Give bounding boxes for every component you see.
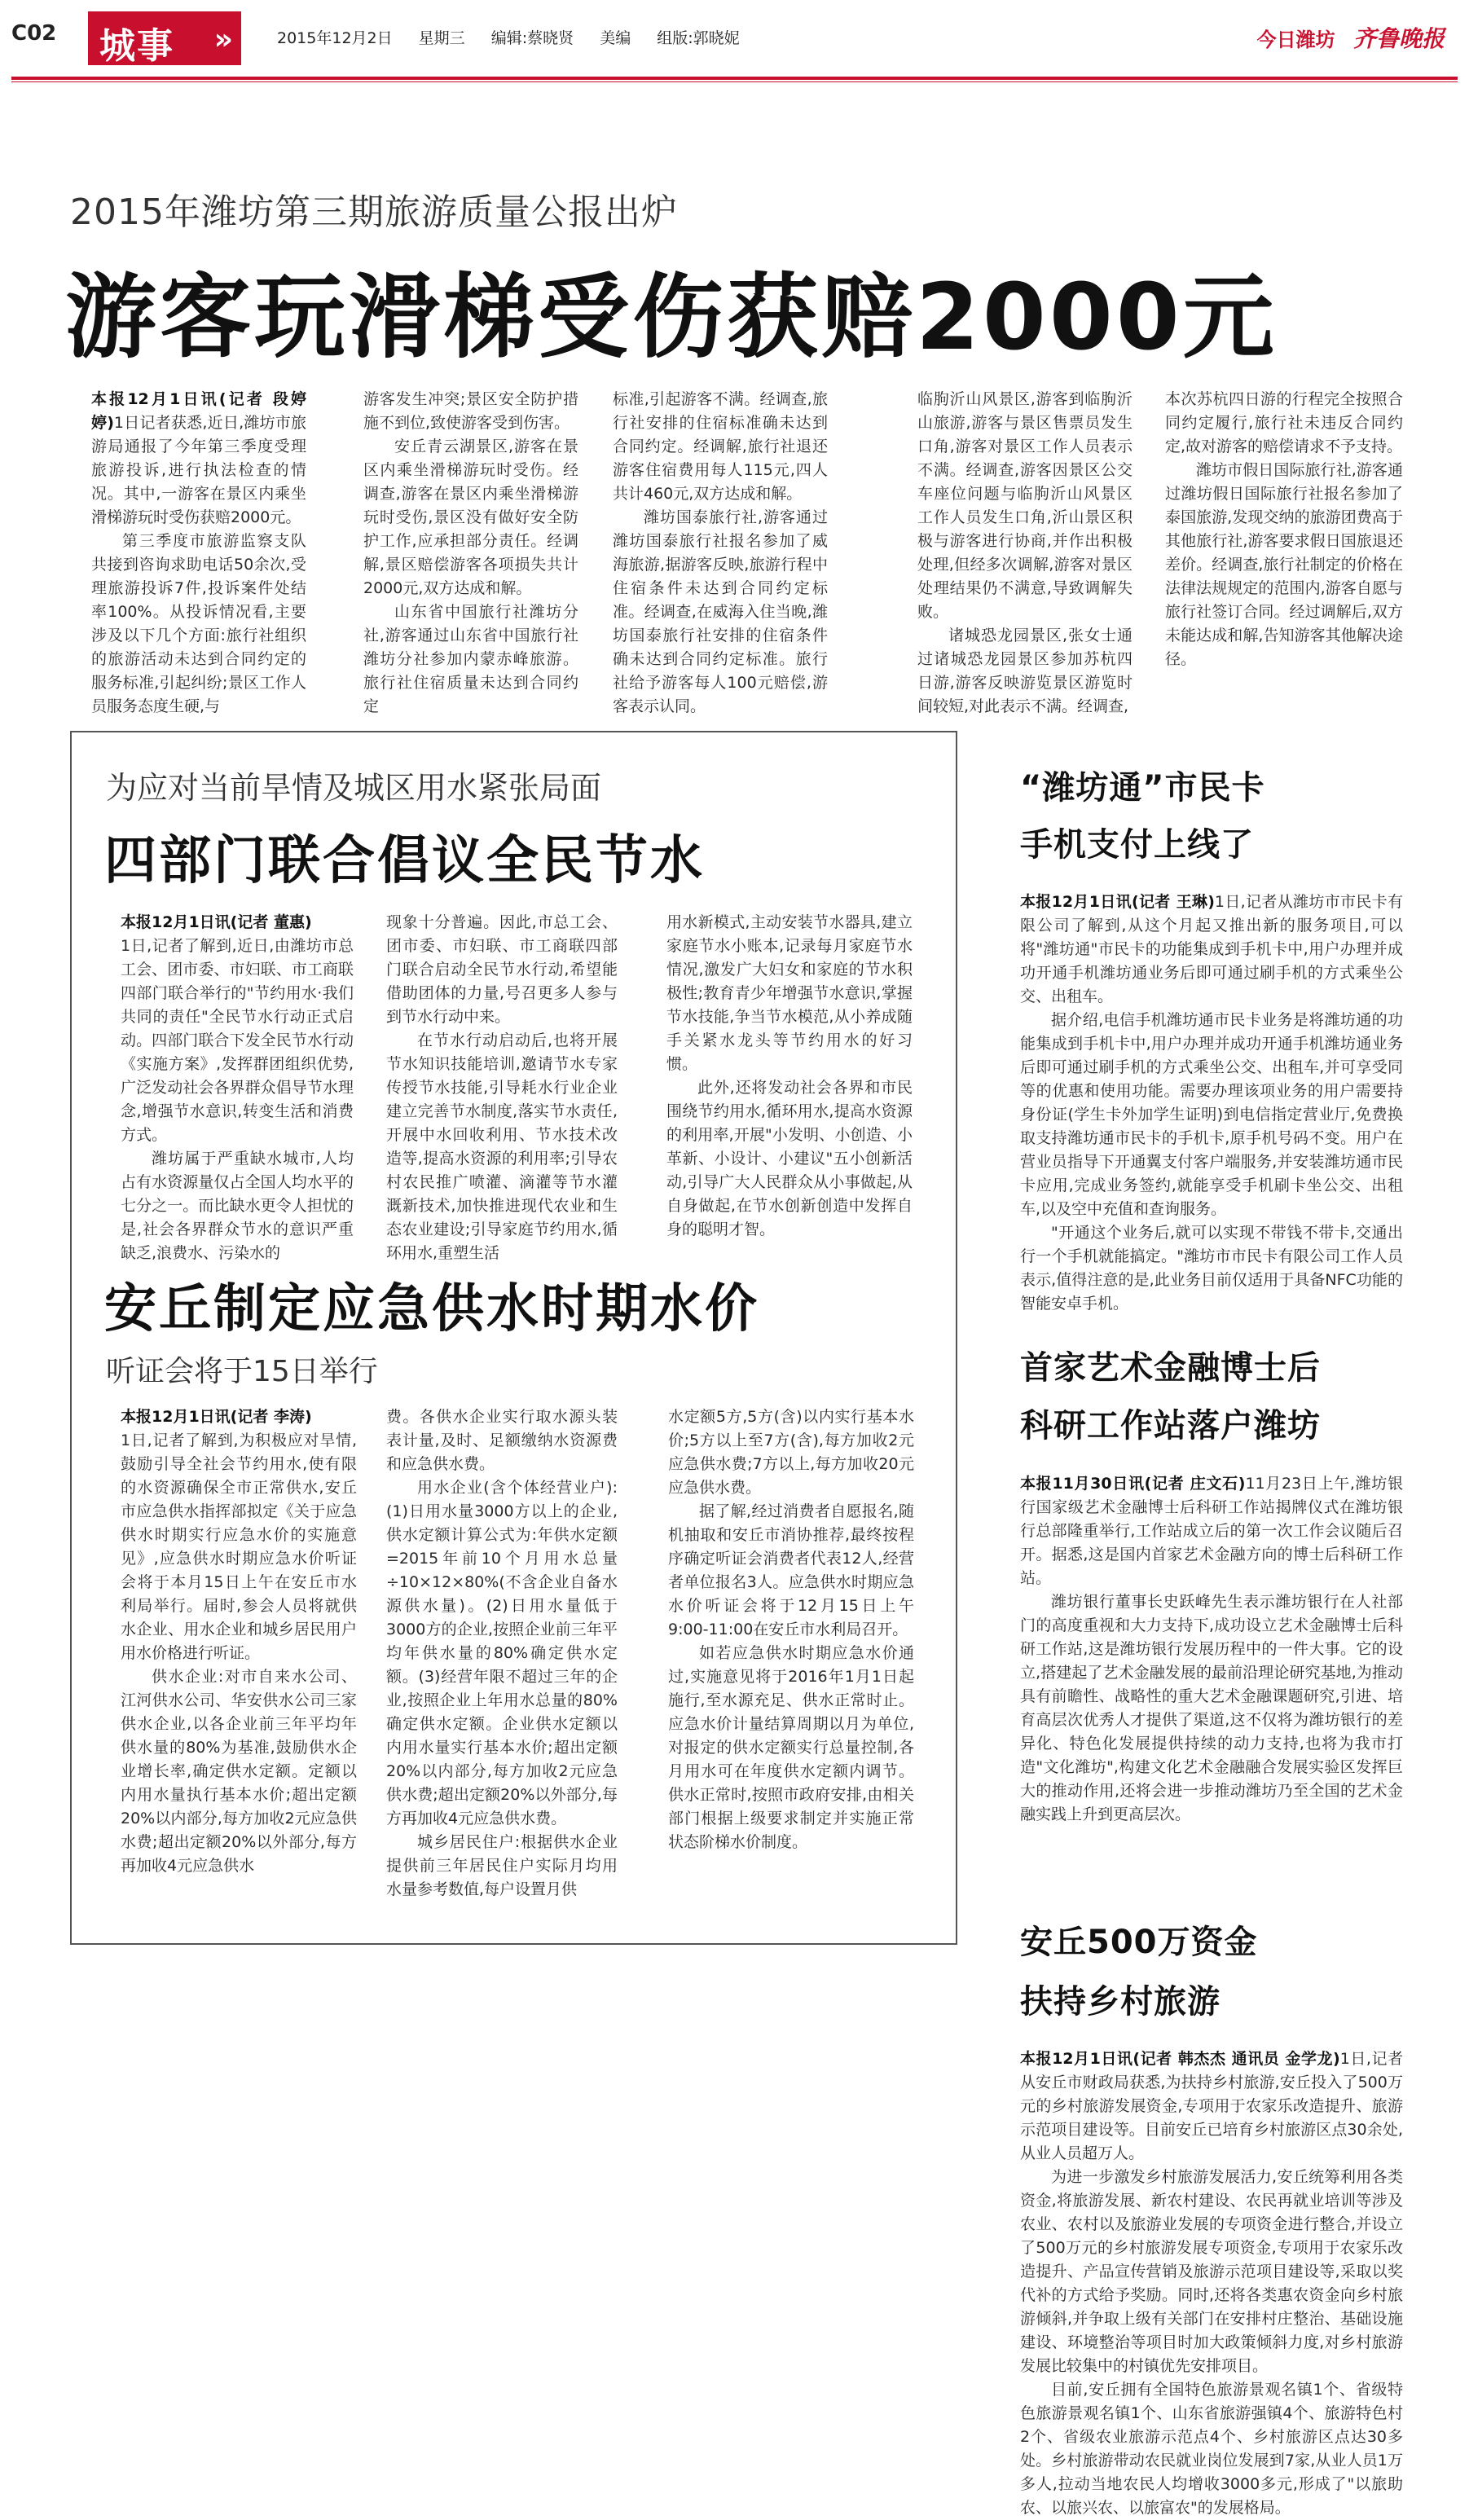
water-column-3 <box>666 911 913 1238</box>
paragraph: 城乡居民住户:根据供水企业提供前三年居民住户实际月均用水量参考数值,每户设置月供 <box>386 1833 618 1898</box>
water-headline: 四部门联合倡议全民节水 <box>104 831 705 891</box>
paragraph: 潍坊市假日国际旅行社,游客通过潍坊假日国际旅行社报名参加了泰国旅游,发现交纳的旅游团费高于其他旅行社,游客要求假日国旅退还差价。经调查,旅行社制定的价格在法律法规规定的范围内,游客自愿与旅行社签订合同。经过调解后,双方未能达成和解,告知游客其他解决途径。 <box>1165 461 1403 668</box>
paragraph: 此外,还将发动社会各界和市民围绕节约用水,循环用水,提高水资源的利用率,开展"小发明、小创造、小革新、小设计、小建议"五小创新活动,引导广大人民群众从小事做起,从自身做起,在节水创新创造中发挥自身的聪明才智。 <box>666 1079 913 1238</box>
paragraph: 如若应急供水时期应急水价通过,实施意见将于2016年1月1日起施行,至水源充足、供水正常时止。应急水价计量结算周期以月为单位,对报定的供水定额实行总量控制,各月用水可在年度供水定额内调节。供水正常时,按照市政府安排,由相关部门根据上级要求制定并实施正常状态阶梯水价制度。 <box>668 1644 914 1851</box>
paragraph: 用水企业(含个体经营业户):(1)日用水量3000方以上的企业,供水定额计算公式为:年供水定额=2015年前10个月用水总量÷10×12×80%(不含企业自备水源供水量)。(2)日用水量低于3000方的企业,按照企业前三年平均年供水量的80%确定供水定额。(3)经营年限不超过三年的企业,按照企业上年用水总量的80%确定供水定额。企业供水定额以内用水量实行基本水价;超出定额20%以内部分,每方加收2元应急供水费;超出定额20%以外部分,每方再加收4元应急供水费。 <box>386 1479 618 1827</box>
byline: 本报12月1日讯(记者 段婷婷) <box>91 390 306 432</box>
paragraph: 潍坊国泰旅行社,游客通过潍坊国泰旅行社报名参加了威海旅游,据游客反映,旅游行程中住宿条件未达到合同约定标准。经调查,在威海入住当晚,潍坊国泰旅行社安排的住宿条件确未达到合同约定标准。旅行社给予游客每人100元赔偿,游客表示认同。 <box>613 508 828 715</box>
water-column-2 <box>386 911 618 1262</box>
price-subtitle: 听证会将于15日举行 <box>106 1355 378 1388</box>
byline: 本报12月1日讯(记者 董惠) <box>121 913 312 931</box>
paragraph: 目前,安丘拥有全国特色旅游景观名镇1个、省级特色旅游景观名镇1个、山东省旅游强镇4个、旅游特色村2个、省级农业旅游示范点4个、乡村旅游区点达30多处。乡村旅游带动农民就业岗位发展到7家,从业人员1万多人,拉动当地农民人均增收3000多元,形成了"以旅助农、以旅兴农、以旅富农"的发展格局。 <box>1020 2381 1403 2517</box>
paragraph <box>121 1405 357 1429</box>
issue-date: 2015年12月2日 <box>277 29 393 47</box>
paragraph: 本报12月1日讯(记者 王琳)1日,记者从潍坊市市民卡有限公司了解到,从这个月起又推出新的服务项目,可以将"潍坊通"市民卡的功能集成到手机卡中,用户办理并成功开通手机潍坊通业务后即可通过刷手机的方式乘坐公交、出租车。 <box>1020 893 1403 1005</box>
newspaper-logo: 齐鲁晚报 <box>1352 25 1445 52</box>
paragraph: 标准,引起游客不满。经调查,旅行社安排的住宿标准确未达到合同约定。经调解,旅行社退还游客住宿费用每人115元,四人共计460元,双方达成和解。 <box>613 390 828 503</box>
byline: 本报12月1日讯(记者 王琳) <box>1020 893 1215 911</box>
paragraph: 1日,记者了解到,近日,由潍坊市总工会、团市委、市妇联、市工商联四部门联合举行的"节约用水·我们共同的责任"全民节水行动正式启动。四部门联合下发全民节水行动《实施方案》,发挥群团组织优势,广泛发动社会各界群众倡导节水理念,增强节水意识,转变生活和消费方式。 <box>121 937 354 1144</box>
tourism-subtitle: 2015年潍坊第三期旅游质量公报出炉 <box>70 191 678 233</box>
price-column-3 <box>668 1405 914 1927</box>
paragraph: 第三季度市旅游监察支队共接到咨询求助电话50余次,受理旅游投诉7件,投诉案件处结率100%。从投诉情况看,主要涉及以下几个方面:旅行社组织的旅游活动未达到合同约定的服务标准,引起纠纷;景区工作人员服务态度生硬,与 <box>91 532 306 715</box>
byline: 本报12月1日讯(记者 韩杰杰 通讯员 金学龙) <box>1020 2050 1340 2068</box>
byline: 本报11月30日讯(记者 庄文石) <box>1020 1475 1246 1493</box>
page-number: C02 <box>11 21 57 46</box>
story1-title-line1: “潍坊通”市民卡 <box>1020 769 1265 807</box>
edition-label: 今日潍坊 <box>1256 29 1335 51</box>
story2-title-line2: 科研工作站落户潍坊 <box>1020 1407 1321 1445</box>
paragraph: 本报12月1日讯(记者 段婷婷)1日记者获悉,近日,潍坊市旅游局通报了今年第三季度受理旅游投诉,进行执法检查的情况。其中,一游客在景区内乘坐滑梯游玩时受伤获赔2000元。 <box>91 390 307 526</box>
paragraph: 临朐沂山风景区,游客到临朐沂山旅游,游客与景区售票员发生口角,游客对景区工作人员表示不满。经调查,游客因景区公交车座位问题与临朐沂山风景区工作人员发生口角,沂山景区积极与游客进行协商,并作出积极处理,但经多次调解,游客对景区处理结果仍不满意,导致调解失败。 <box>917 390 1133 621</box>
header-rule-thin <box>11 81 1458 82</box>
byline: 本报12月1日讯(记者 李涛) <box>121 1408 312 1426</box>
tourism-column-5 <box>1165 388 1403 706</box>
paragraph: 诸城恐龙园景区,张女士通过诸城恐龙园景区参加苏杭四日游,游客反映游览景区游览时间较短,对此表示不满。经调查, <box>917 627 1133 715</box>
editor-credit: 编辑:蔡晓贤 <box>490 29 574 47</box>
paragraph: 用水新模式,主动安装节水器具,建立家庭节水小账本,记录每月家庭节水情况,激发广大妇女和家庭的节水积极性;教育青少年增强节水意识,掌握节水技能,争当节水模范,从小养成随手关紧水龙头等节约用水的好习惯。 <box>666 913 913 1073</box>
story2-title-line1: 首家艺术金融博士后 <box>1020 1349 1321 1387</box>
paragraph: 1日,记者了解到,为积极应对旱情,鼓励引导全社会节约用水,使有限的水资源确保全市正常供水,安丘市应急供水指挥部拟定《关于应急供水时期实行应急水价的实施意见》,应急供水时期应急水价听证会将于本月15日上午在安丘市水利局举行。届时,参会人员将就供水企业、用水企业和城乡居民用户用水价格进行听证。 <box>121 1432 357 1662</box>
paragraph: 水定额5方,5方(含)以内实行基本水价;5方以上至7方(含),每方加收2元应急供水费;7方以上,每方加收20元应急供水费。 <box>668 1408 914 1497</box>
issue-weekday: 星期三 <box>418 29 465 47</box>
paragraph: 本报12月1日讯(记者 韩杰杰 通讯员 金学龙)1日,记者从安丘市财政局获悉,为扶持乡村旅游,安丘投入了500万元的乡村旅游发展资金,专项用于农家乐改造提升、旅游示范项目建设等。目前安丘已培育乡村旅游区点30余处,从业人员超万人。 <box>1020 2050 1403 2162</box>
art-editor-credit: 美编 <box>600 29 631 47</box>
tourism-column-2 <box>363 388 578 715</box>
price-column-1 <box>121 1405 357 1927</box>
typesetter-credit: 组版:郭晓妮 <box>657 29 740 47</box>
paragraph: "开通这个业务后,就可以实现不带钱不带卡,交通出行一个手机就能搞定。"潍坊市市民卡有限公司工作人员表示,值得注意的是,此业务目前仅适用于具备NFC功能的智能安卓手机。 <box>1020 1224 1403 1313</box>
paragraph: 本次苏杭四日游的行程完全按照合同约定履行,旅行社未违反合同约定,故对游客的赔偿请求不予支持。 <box>1165 390 1403 455</box>
price-headline: 安丘制定应急供水时期水价 <box>104 1279 759 1339</box>
paragraph: 据了解,经过消费者自愿报名,随机抽取和安丘市消协推荐,最终按程序确定听证会消费者代表12人,经营者单位报名3人。应急供水时期应急水价听证会将于12月15日上午9:00-11:00在安丘市水利局召开。 <box>668 1502 914 1638</box>
paragraph: 安丘青云湖景区,游客在景区内乘坐滑梯游玩时受伤。经调查,游客在景区内乘坐滑梯游玩时受伤,景区没有做好安全防护工作,应承担部分责任。经调解,景区赔偿游客各项损失共计2000元,双方达成和解。 <box>363 438 578 597</box>
paragraph: 现象十分普遍。因此,市总工会、团市委、市妇联、市工商联四部门联合启动全民节水行动,希望能借助团体的力量,号召更多人参与到节水行动中来。 <box>386 913 618 1026</box>
paragraph: 据介绍,电信手机潍坊通市民卡业务是将潍坊通的功能集成到手机卡中,用户办理并成功开通手机潍坊通业务后即可通过刷手机的方式乘坐公交、出租车,并可享受同等的优惠和使用功能。需要办理该项业务的用户需要持身份证(学生卡外加学生证明)到电信指定营业厅,免费换取支持潍坊通市民卡的手机卡,原手机号码不变。用户在营业员指导下开通翼支付客户端服务,并安装潍坊通市民卡应用,完成业务签约,就能享受手机刷卡坐公交、出租车,以及空中充值和查询服务。 <box>1020 1011 1403 1218</box>
paragraph: 潍坊银行董事长史跃峰先生表示潍坊银行在人社部门的高度重视和大力支持下,成功设立艺术金融博士后科研工作站,这是潍坊银行发展历程中的一件大事。它的设立,搭建起了艺术金融发展的最前沿理论研究基地,为推动具有前瞻性、战略性的重大艺术金融课题研究,引进、培育高层次优秀人才提供了渠道,这不仅将为潍坊银行的差异化、特色化发展提供持续的动力支持,也将为我市打造"文化潍坊",构建文化艺术金融融合发展实验区发挥巨大的推动作用,还将会进一步推动潍坊乃至全国的艺术金融实践上升到更高层次。 <box>1020 1593 1403 1823</box>
header-meta <box>277 26 761 48</box>
paragraph: 费。各供水企业实行取水源头装表计量,及时、足额缴纳水资源费和应急供水费。 <box>386 1408 618 1473</box>
tourism-column-4 <box>917 388 1133 715</box>
story3-body <box>1020 2047 1403 2517</box>
price-column-2 <box>386 1405 618 1927</box>
tourism-column-1 <box>91 388 307 715</box>
water-kicker: 为应对当前旱情及城区用水紧张局面 <box>106 770 602 806</box>
section-label: 城事 <box>99 25 174 67</box>
section-banner <box>88 11 241 65</box>
water-column-1 <box>121 911 354 1262</box>
story1-body <box>1020 891 1403 1322</box>
tourism-column-3 <box>613 388 828 715</box>
section-arrow-icon: » <box>213 23 233 56</box>
paragraph: 在节水行动启动后,也将开展节水知识技能培训,邀请节水专家传授节水技能,引导耗水行业企业建立完善节水制度,落实节水责任,开展中水回收利用、节水技术改造等,提高水资源的利用率;引导农村农民推广喷灌、滴灌等节水灌溉新技术,加快推进现代农业和生态农业建设;引导家庭节约用水,循环用水,重塑生活 <box>386 1031 618 1262</box>
story3-title-line2: 扶持乡村旅游 <box>1020 1983 1221 2021</box>
paragraph: 本报11月30日讯(记者 庄文石)11月23日上午,潍坊银行国家级艺术金融博士后科研工作站揭牌仪式在潍坊银行总部隆重举行,工作站成立后的第一次工作会议随后召开。据悉,这是国内首家艺术金融方向的博士后科研工作站。 <box>1020 1475 1403 1587</box>
paragraph: 为进一步激发乡村旅游发展活力,安丘统筹利用各类资金,将旅游发展、新农村建设、农民再就业培训等涉及农业、农村以及旅游业发展的专项资金进行整合,并设立了500万元的乡村旅游发展专项资金,专项用于农家乐改造提升、产品宣传营销及旅游示范项目建设等,采取以奖代补的方式给予奖励。同时,还将各类惠农资金向乡村旅游倾斜,并争取上级有关部门在安排村庄整治、基础设施建设、环境整治等项目时加大政策倾斜力度,对乡村旅游发展比较集中的村镇优先安排项目。 <box>1020 2168 1403 2375</box>
header-rule <box>11 77 1458 80</box>
paragraph: 潍坊属于严重缺水城市,人均占有水资源量仅占全国人均水平的七分之一。而比缺水更令人担忧的是,社会各界群众节水的意识严重缺乏,浪费水、污染水的 <box>121 1150 354 1262</box>
story1-title-line2: 手机支付上线了 <box>1020 826 1254 864</box>
paragraph: 游客发生冲突;景区安全防护措施不到位,致使游客受到伤害。 <box>363 390 578 432</box>
header-brand <box>1257 21 1445 54</box>
story3-title-line1: 安丘500万资金 <box>1020 1924 1258 1961</box>
tourism-headline: 游客玩滑梯受伤获赔2000元 <box>65 265 1278 371</box>
paragraph <box>121 911 354 935</box>
paragraph: 供水企业:对市自来水公司、江河供水公司、华安供水公司三家供水企业,以各企业前三年平均年供水量的80%为基准,鼓励供水企业增长率,确定供水定额。定额以内用水量执行基本水价;超出定额20%以内部分,每方加收2元应急供水费;超出定额20%以外部分,每方再加收4元应急供水 <box>121 1668 357 1875</box>
paragraph: 山东省中国旅行社潍坊分社,游客通过山东省中国旅行社潍坊分社参加内蒙赤峰旅游。旅行社住宿质量未达到合同约定 <box>363 603 578 715</box>
story2-body <box>1020 1472 1403 1888</box>
